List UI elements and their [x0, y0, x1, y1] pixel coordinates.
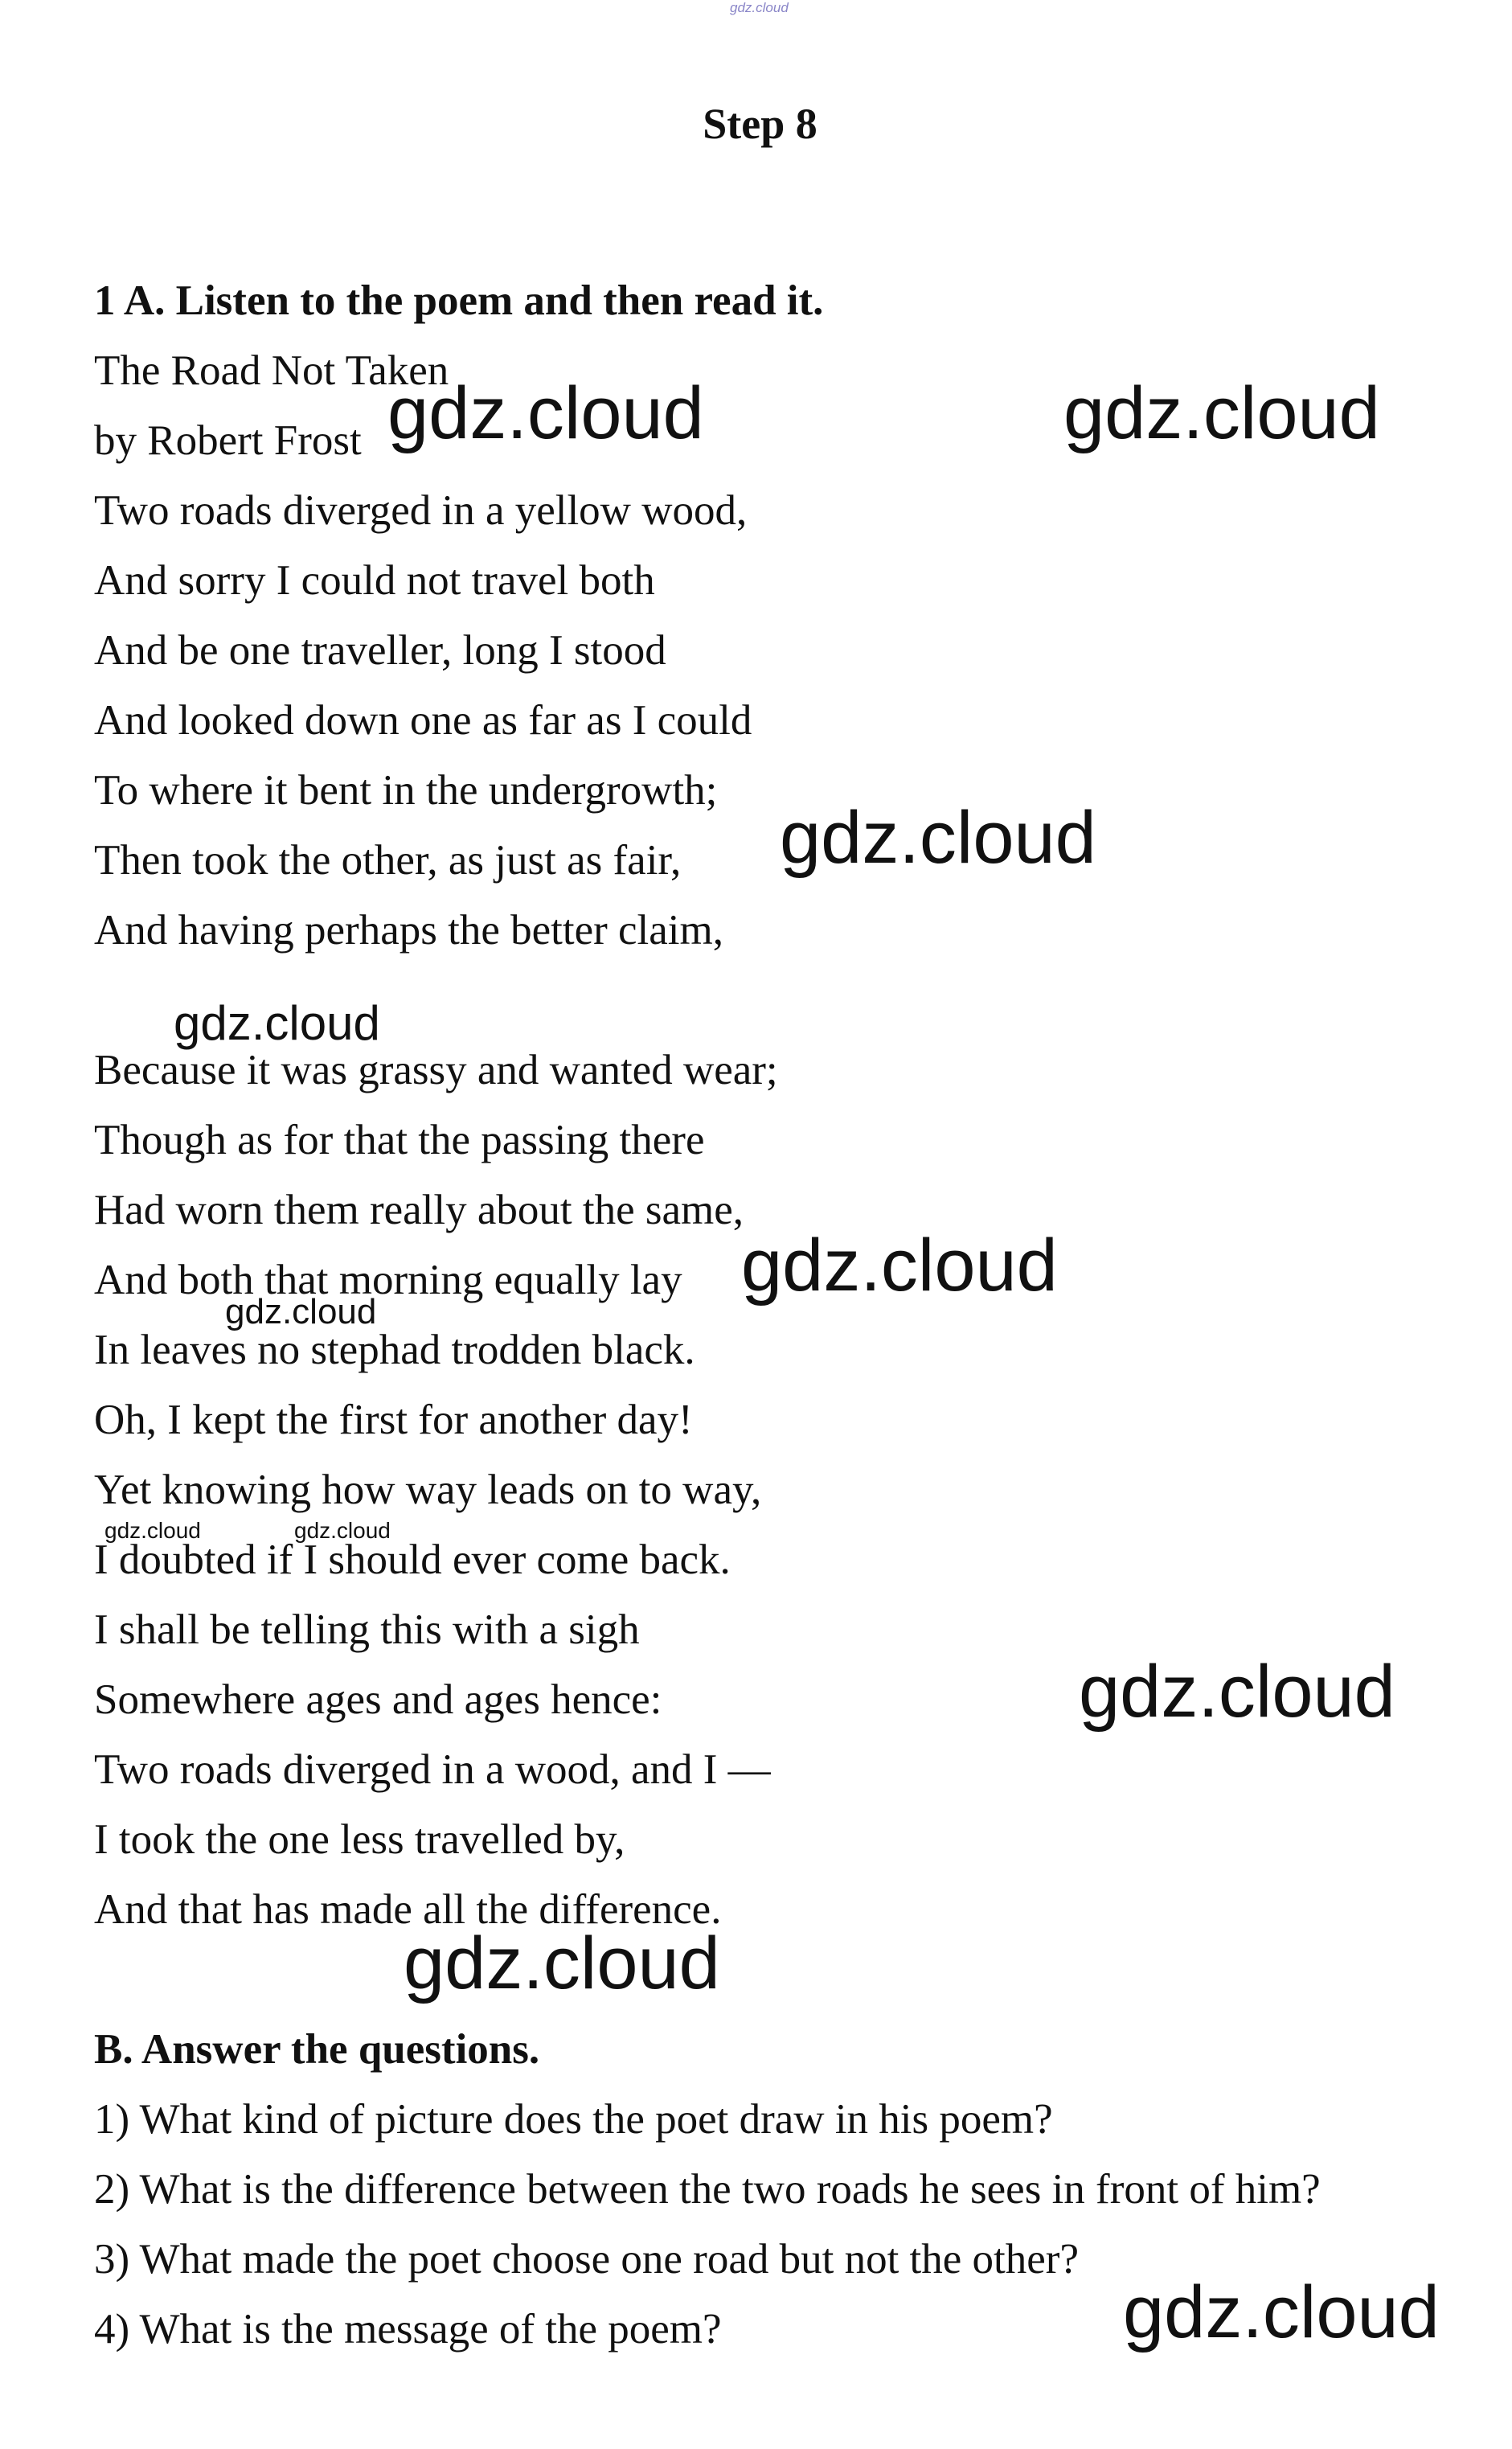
poem-line: Had worn them really about the same,: [94, 1187, 744, 1233]
watermark: gdz.cloud: [404, 1922, 720, 2004]
watermark: gdz.cloud: [1063, 372, 1380, 454]
poem-line: In leaves no stephad trodden black.: [94, 1327, 695, 1373]
watermark: gdz.cloud: [780, 797, 1096, 879]
question-item: 4) What is the message of the poem?: [94, 2306, 722, 2353]
question-item: 3) What made the poet choose one road but not the other?: [94, 2236, 1079, 2283]
watermark: gdz.cloud: [387, 372, 704, 454]
watermark: gdz.cloud: [741, 1224, 1058, 1307]
poem-line: And sorry I could not travel both: [94, 557, 655, 604]
poem-title: The Road Not Taken: [94, 347, 449, 394]
watermark: gdz.cloud: [225, 1292, 377, 1331]
watermark: gdz.cloud: [1079, 1651, 1395, 1733]
watermark: gdz.cloud: [294, 1518, 391, 1543]
poem-line: To where it bent in the undergrowth;: [94, 767, 718, 814]
poem-line: I shall be telling this with a sigh: [94, 1606, 640, 1653]
poem-line: Though as for that the passing there: [94, 1117, 705, 1163]
poem-line: And looked down one as far as I could: [94, 697, 752, 744]
watermark: gdz.cloud: [1123, 2271, 1440, 2353]
poem-line: Oh, I kept the first for another day!: [94, 1397, 693, 1443]
question-item: 2) What is the difference between the two roads he sees in front of him?: [94, 2166, 1321, 2213]
exercise-a-heading: 1 A. Listen to the poem and then read it.: [94, 277, 824, 324]
poem-line: And be one traveller, long I stood: [94, 627, 666, 674]
poem-line: Then took the other, as just as fair,: [94, 837, 682, 884]
poem-author: by Robert Frost: [94, 417, 362, 464]
poem-line: Two roads diverged in a yellow wood,: [94, 487, 748, 534]
poem-line: I took the one less travelled by,: [94, 1816, 625, 1863]
poem-line: I doubted if I should ever come back.: [94, 1536, 731, 1583]
watermark: gdz.cloud: [174, 996, 380, 1050]
poem-line: Because it was grassy and wanted wear;: [94, 1047, 778, 1093]
exercise-b-heading: B. Answer the questions.: [94, 2026, 540, 2073]
poem-line: And having perhaps the better claim,: [94, 907, 723, 954]
poem-line: And that has made all the difference.: [94, 1886, 722, 1933]
page-title: Step 8: [703, 100, 817, 148]
top-watermark: gdz.cloud: [730, 0, 789, 15]
poem-line: Two roads diverged in a wood, and I —: [94, 1746, 771, 1793]
question-item: 1) What kind of picture does the poet draw in his poem?: [94, 2096, 1053, 2143]
poem-line: Yet knowing how way leads on to way,: [94, 1467, 762, 1513]
watermark: gdz.cloud: [104, 1518, 201, 1543]
poem-line: And both that morning equally lay: [94, 1257, 682, 1303]
poem-line: Somewhere ages and ages hence:: [94, 1676, 662, 1723]
